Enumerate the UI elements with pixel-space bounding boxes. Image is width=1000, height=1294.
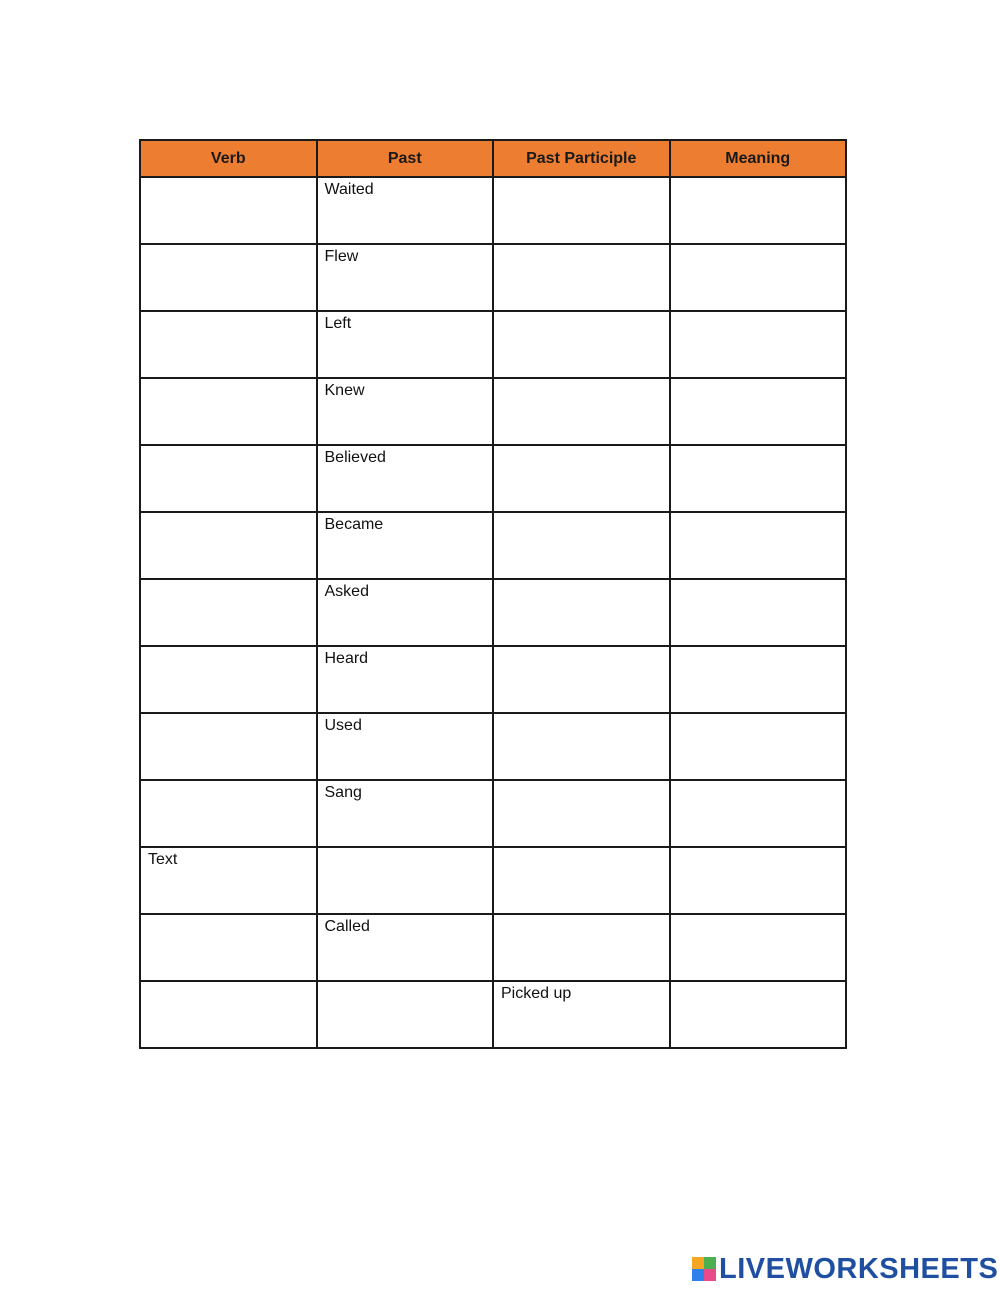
cell-meaning[interactable] [670, 914, 847, 981]
cell-past[interactable] [317, 981, 494, 1048]
cell-text [671, 982, 846, 1003]
cell-verb[interactable] [140, 445, 317, 512]
column-header-verb: Verb [140, 140, 317, 177]
cell-text [671, 714, 846, 735]
cell-text [494, 178, 669, 199]
cell-meaning[interactable] [670, 378, 847, 445]
cell-text [494, 580, 669, 601]
cell-verb[interactable] [140, 579, 317, 646]
table-row [140, 311, 846, 378]
logo-square-blue [692, 1269, 704, 1281]
cell-text: Believed [324, 449, 386, 466]
logo-square-pink [704, 1269, 716, 1281]
cell-text: Asked [324, 583, 369, 600]
cell-text [494, 915, 669, 936]
cell-meaning[interactable] [670, 847, 847, 914]
cell-text [494, 848, 669, 869]
cell-text: Knew [324, 382, 365, 399]
cell-past[interactable] [317, 512, 494, 579]
cell-text [671, 312, 846, 333]
cell-past-participle[interactable] [493, 512, 670, 579]
cell-past-participle[interactable] [493, 579, 670, 646]
brand-name: LIVEWORKSHEETS [719, 1253, 999, 1285]
cell-meaning[interactable] [670, 512, 847, 579]
cell-verb[interactable] [140, 914, 317, 981]
cell-text [494, 714, 669, 735]
cell-verb[interactable] [140, 512, 317, 579]
cell-meaning[interactable] [670, 579, 847, 646]
cell-verb[interactable] [140, 981, 317, 1048]
cell-past-participle[interactable] [493, 445, 670, 512]
cell-meaning[interactable] [670, 177, 847, 244]
cell-past-participle[interactable] [493, 244, 670, 311]
cell-past[interactable] [317, 914, 494, 981]
cell-text [494, 513, 669, 534]
cell-text [141, 513, 316, 534]
cell-meaning[interactable] [670, 445, 847, 512]
cell-verb[interactable] [140, 780, 317, 847]
cell-text: Waited [324, 181, 374, 198]
logo-square-green [704, 1257, 716, 1269]
cell-text [494, 446, 669, 467]
logo-square-orange [692, 1257, 704, 1269]
cell-verb[interactable] [140, 847, 317, 914]
cell-past[interactable] [317, 445, 494, 512]
cell-text [141, 580, 316, 601]
cell-past-participle[interactable] [493, 914, 670, 981]
cell-text [494, 379, 669, 400]
table-row [140, 445, 846, 512]
cell-text [671, 178, 846, 199]
table-row [140, 378, 846, 445]
table-row [140, 713, 846, 780]
cell-text [141, 915, 316, 936]
cell-meaning[interactable] [670, 311, 847, 378]
cell-verb[interactable] [140, 378, 317, 445]
cell-text [141, 714, 316, 735]
verb-table [139, 139, 847, 1049]
cell-text: Picked up [501, 985, 572, 1002]
cell-verb[interactable] [140, 646, 317, 713]
cell-meaning[interactable] [670, 780, 847, 847]
cell-meaning[interactable] [670, 981, 847, 1048]
cell-text [141, 446, 316, 467]
cell-text [671, 245, 846, 266]
table-row [140, 244, 846, 311]
table-row [140, 780, 846, 847]
cell-verb[interactable] [140, 177, 317, 244]
cell-meaning[interactable] [670, 713, 847, 780]
cell-text [494, 245, 669, 266]
cell-text [671, 915, 846, 936]
cell-past[interactable] [317, 311, 494, 378]
cell-text [671, 848, 846, 869]
cell-text [494, 647, 669, 668]
cell-meaning[interactable] [670, 646, 847, 713]
cell-past-participle[interactable] [493, 378, 670, 445]
cell-text [141, 178, 316, 199]
cell-past[interactable] [317, 646, 494, 713]
cell-text: Used [324, 717, 362, 734]
cell-verb[interactable] [140, 311, 317, 378]
cell-text [141, 647, 316, 668]
cell-text [141, 245, 316, 266]
cell-past-participle[interactable] [493, 780, 670, 847]
liveworksheets-brand[interactable] [692, 1253, 999, 1285]
cell-text [141, 982, 316, 1003]
cell-text [494, 312, 669, 333]
cell-past-participle[interactable] [493, 646, 670, 713]
table-row [140, 512, 846, 579]
table-row [140, 579, 846, 646]
cell-text [141, 312, 316, 333]
cell-text: Sang [324, 784, 362, 801]
cell-text [671, 446, 846, 467]
column-header-past-participle: Past Participle [493, 140, 670, 177]
table-row [140, 847, 846, 914]
cell-past-participle[interactable] [493, 981, 670, 1048]
table-row [140, 914, 846, 981]
table-header-row [140, 140, 846, 177]
cell-text [671, 580, 846, 601]
cell-text: Called [324, 918, 370, 935]
cell-text [671, 647, 846, 668]
cell-text: Heard [324, 650, 369, 667]
column-header-meaning: Meaning [670, 140, 847, 177]
cell-past[interactable] [317, 378, 494, 445]
cell-past[interactable] [317, 780, 494, 847]
table-row [140, 646, 846, 713]
cell-past[interactable] [317, 847, 494, 914]
cell-verb[interactable] [140, 713, 317, 780]
cell-text [671, 379, 846, 400]
cell-text [494, 781, 669, 802]
cell-past-participle[interactable] [493, 311, 670, 378]
cell-text: Text [148, 851, 178, 868]
cell-past-participle[interactable] [493, 713, 670, 780]
cell-past-participle[interactable] [493, 847, 670, 914]
column-header-past: Past [317, 140, 494, 177]
cell-past-participle[interactable] [493, 177, 670, 244]
cell-past[interactable] [317, 244, 494, 311]
table-row [140, 177, 846, 244]
cell-text [318, 848, 493, 869]
cell-text [141, 781, 316, 802]
cell-past[interactable] [317, 177, 494, 244]
cell-text: Left [324, 315, 352, 332]
cell-past[interactable] [317, 713, 494, 780]
cell-text [671, 513, 846, 534]
cell-past[interactable] [317, 579, 494, 646]
cell-text: Became [324, 516, 384, 533]
cell-text [141, 379, 316, 400]
cell-verb[interactable] [140, 244, 317, 311]
cell-text [318, 982, 493, 1003]
cell-text: Flew [324, 248, 359, 265]
cell-meaning[interactable] [670, 244, 847, 311]
liveworksheets-logo-icon [692, 1257, 716, 1281]
cell-text [671, 781, 846, 802]
table-row [140, 981, 846, 1048]
